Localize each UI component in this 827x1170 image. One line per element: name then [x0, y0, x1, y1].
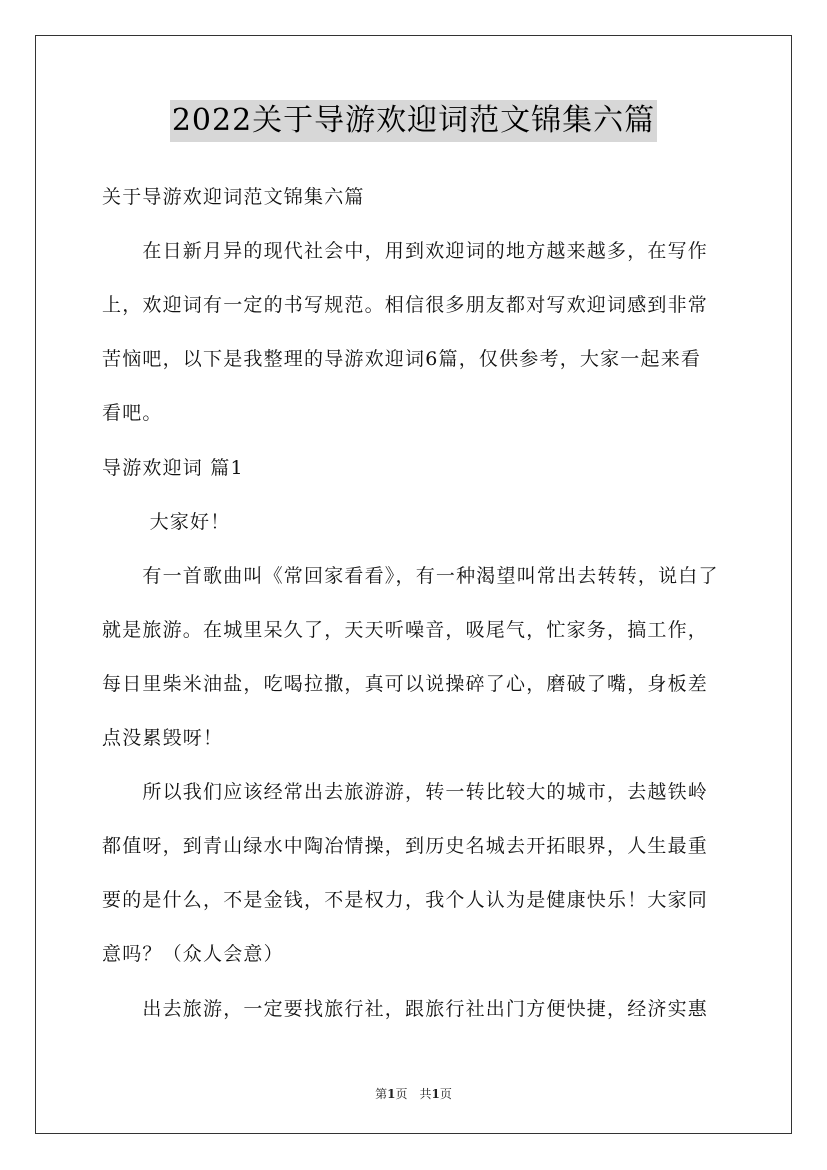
- title-block: [0, 100, 827, 142]
- paragraph-line: 大家好！: [102, 511, 231, 533]
- paragraph-line: 上，欢迎词有一定的书写规范。相信很多朋友都对写欢迎词感到非常: [102, 294, 709, 316]
- paragraph-line: 所以我们应该经常出去旅游游，转一转比较大的城市，去越铁岭: [102, 781, 709, 803]
- document-subtitle: 关于导游欢迎词范文锦集六篇: [102, 186, 365, 208]
- section-heading: 导游欢迎词 篇1: [102, 457, 244, 479]
- paragraph-line: 每日里柴米油盐，吃喝拉撒，真可以说操碎了心，磨破了嘴，身板差: [102, 673, 709, 695]
- paragraph-line: 看吧。: [102, 402, 163, 424]
- page-footer: [0, 1085, 827, 1102]
- footer-total-suffix: 页: [439, 1087, 452, 1101]
- document-title: 2022关于导游欢迎词范文锦集六篇: [170, 100, 657, 142]
- paragraph-line: 要的是什么，不是金钱，不是权力，我个人认为是健康快乐！大家同: [102, 889, 709, 911]
- paragraph-line: 有一首歌曲叫《常回家看看》，有一种渴望叫常出去转转，说白了: [102, 565, 719, 587]
- paragraph-line: 点没累毁呀！: [102, 727, 224, 749]
- paragraph-line: 就是旅游。在城里呆久了，天天听噪音，吸尾气，忙家务，搞工作，: [102, 619, 709, 641]
- footer-page-suffix: 页 共: [395, 1087, 432, 1101]
- paragraph-line: 在日新月异的现代社会中，用到欢迎词的地方越来越多，在写作: [102, 240, 709, 262]
- footer-page-number: 1: [387, 1087, 396, 1101]
- paragraph-line: 出去旅游，一定要找旅行社，跟旅行社出门方便快捷，经济实惠: [102, 998, 709, 1020]
- paragraph-line: 苦恼吧，以下是我整理的导游欢迎词6篇，仅供参考，大家一起来看: [102, 348, 702, 370]
- paragraph-line: 意吗？（众人会意）: [102, 943, 284, 965]
- footer-total-pages: 1: [431, 1087, 440, 1101]
- paragraph-line: 都值呀，到青山绿水中陶冶情操，到历史名城去开拓眼界，人生最重: [102, 835, 709, 857]
- footer-page-prefix: 第: [375, 1087, 388, 1101]
